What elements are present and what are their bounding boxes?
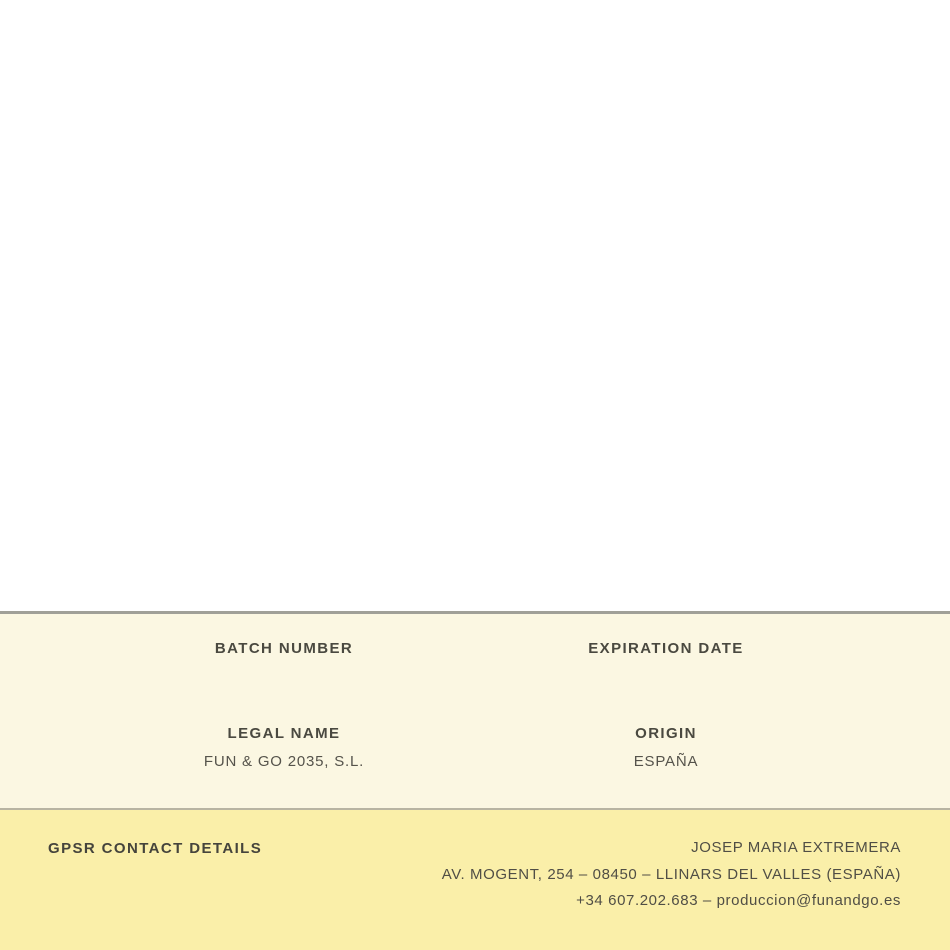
legal-name-value: FUN & GO 2035, S.L. (203, 753, 365, 770)
info-column-right (476, 614, 856, 808)
origin-label: ORIGIN (635, 725, 697, 742)
contact-name: JOSEP MARIA EXTREMERA (691, 839, 901, 856)
batch-number-label: BATCH NUMBER (214, 640, 354, 657)
gpsr-contact-block (442, 835, 901, 915)
gpsr-contact-heading: GPSR CONTACT DETAILS (48, 840, 263, 857)
info-panel (0, 614, 950, 808)
info-column-left (94, 614, 474, 808)
legal-name-label: LEGAL NAME (227, 725, 341, 742)
gpsr-panel (0, 810, 950, 950)
contact-address: AV. MOGENT, 254 – 08450 – LLINARS DEL VALLES (ESPAÑA) (441, 865, 901, 883)
contact-phone-email: +34 607.202.683 – produccion@funandgo.es (576, 892, 901, 909)
expiration-date-label: EXPIRATION DATE (588, 640, 744, 657)
origin-value: ESPAÑA (633, 753, 699, 770)
